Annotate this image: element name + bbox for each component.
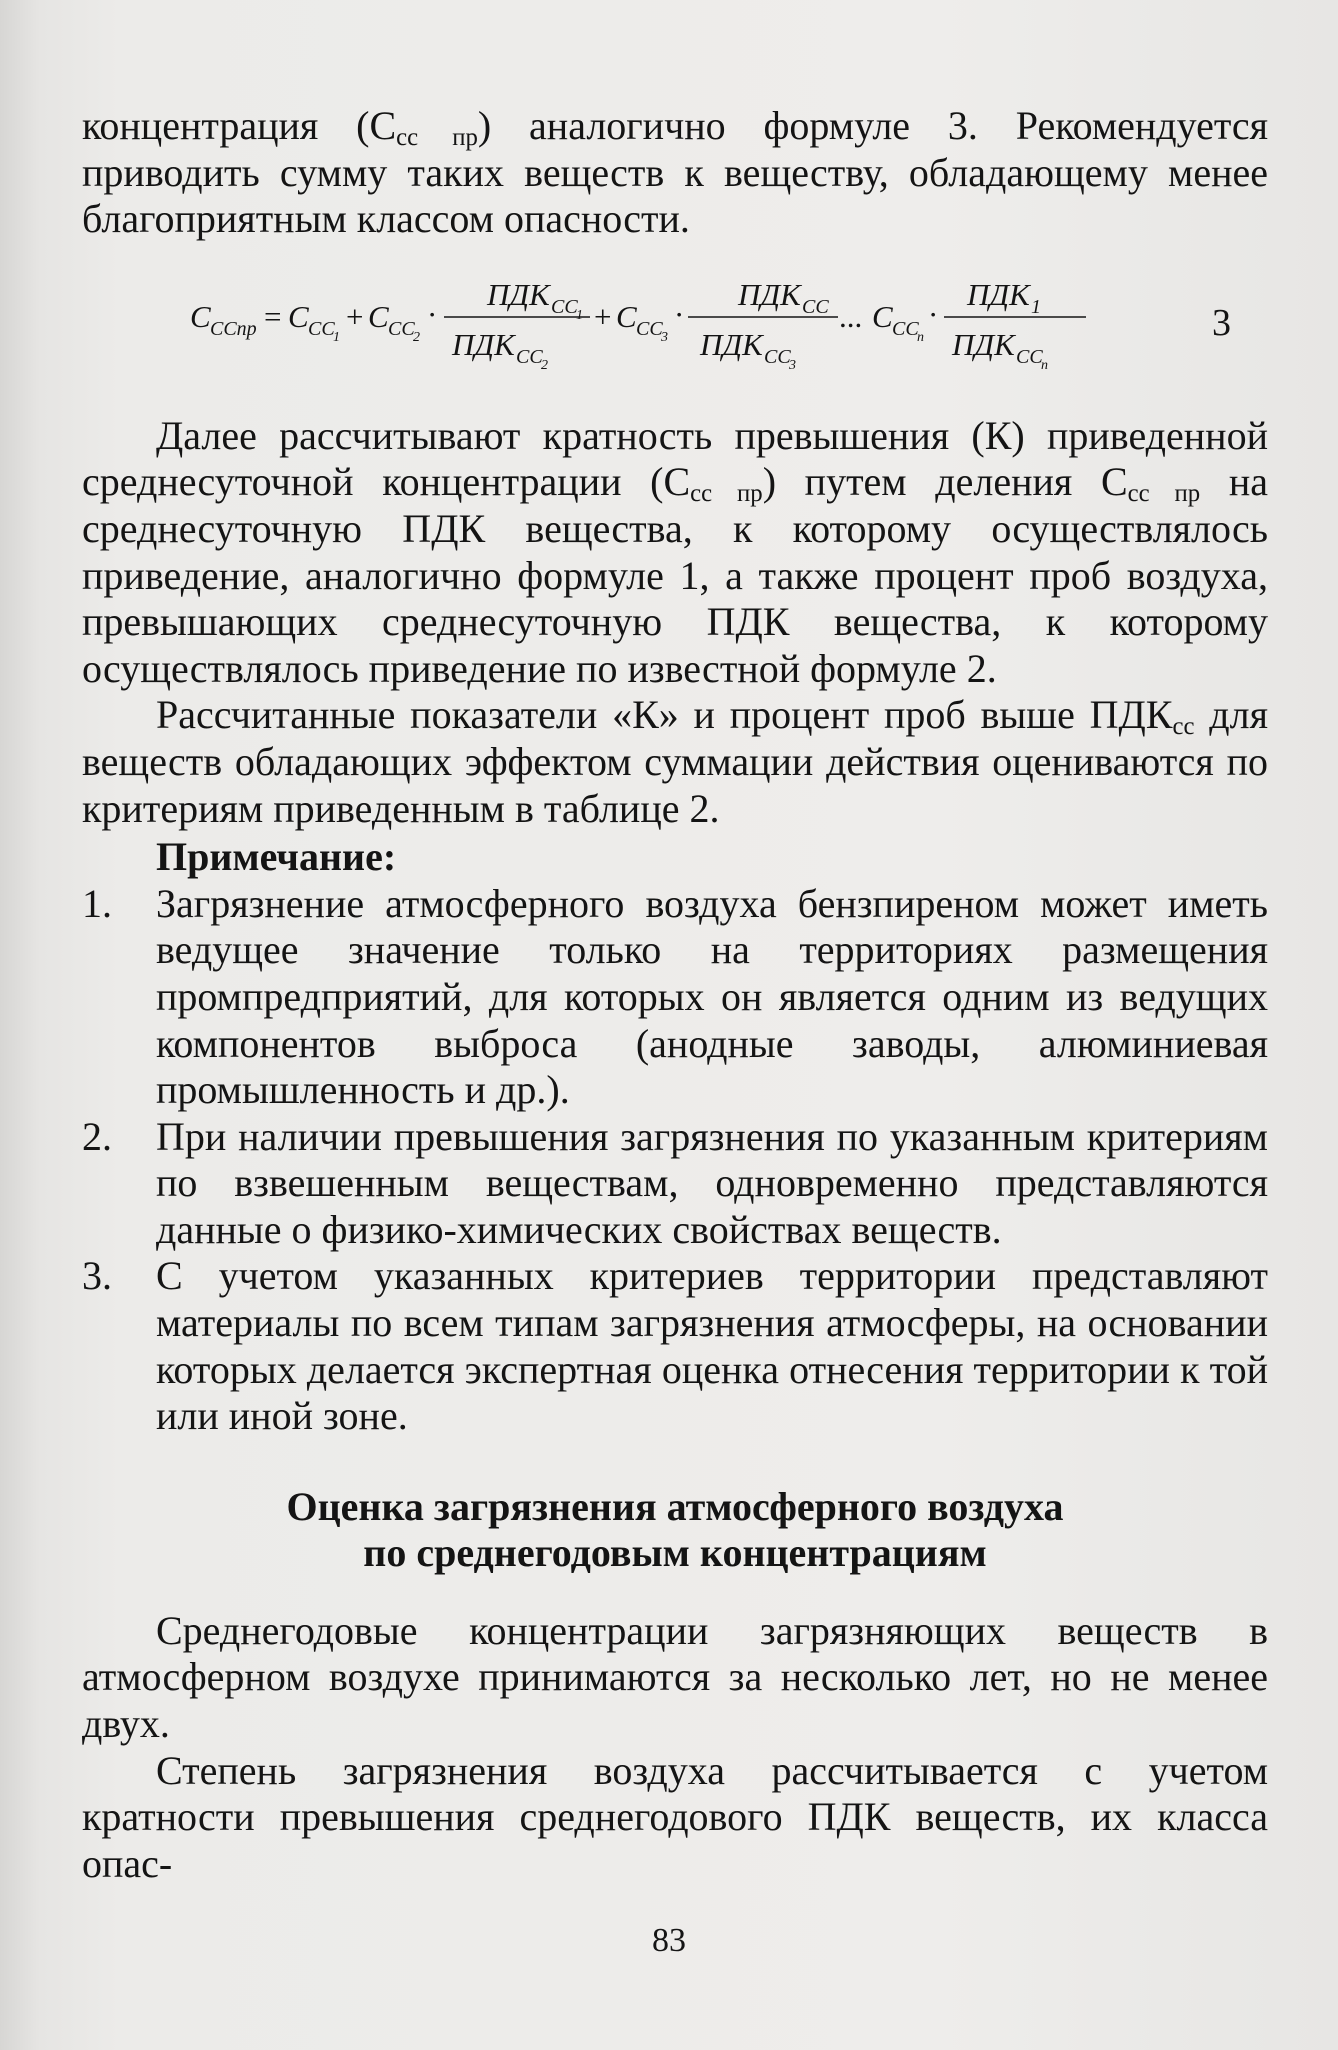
formula-c2-sub: CC [388,317,415,340]
note-item-3 [82,1253,1268,1439]
section-heading-line-1: Оценка загрязнения атмосферного воздуха [286,1483,1064,1529]
formula-3 [82,255,1268,377]
formula-num2-sub: CC [802,295,829,318]
formula-den2: ПДК [700,326,763,362]
formula-c2: C [368,298,389,334]
formula-dot-1: · [427,296,438,332]
paragraph-3-subscript: сс [1172,713,1195,741]
note-item-3-number: 3. [82,1253,112,1299]
formula-num1: ПДК [487,276,550,312]
formula-den1: ПДК [452,326,515,362]
formula-c1: C [288,298,309,334]
paragraph-2 [82,413,1268,693]
paragraph-2-text: Далее рассчитывают кратность превышения (К) приведенной среднесуточной концентрации (С [82,412,1268,505]
paragraph-1-text: концентрация (С [82,103,397,148]
note-item-1-text: Загрязнение атмосферного воздуха бензпиреном может иметь ведущее значение только на территориях размещения промпредприятий, для которых он является одним из ведущих компонентов выброса (анодные заводы, алюминиевая промышленность и др.). [156,880,1268,1113]
paragraph-3-text: Рассчитанные показатели «К» и процент проб выше ПДК [156,692,1173,738]
paragraph-2-rest: на среднесуточную ПДК вещества, к которому осуществлялось приведение, аналогично формуле 1, а также процент проб воздуха, превышающих среднесуточную ПДК вещества, к которому осуществлялось приведение по известной формуле 2. [82,459,1268,691]
formula-den2-sub: CC [764,345,791,368]
formula-ellipsis: ... [839,298,863,334]
formula-c3: C [616,298,637,334]
formula-den1-index: 2 [541,357,548,373]
formula-dot-2: · [674,296,685,332]
formula-num3-index: 1 [1031,295,1041,318]
formula-plus-2: + [594,298,612,334]
note-item-1-number: 1. [82,880,112,926]
formula-dot-3: · [928,296,939,332]
paragraph-3-rest: для веществ обладающих эффектом суммации действия оцениваются по критериям приведенным в таблице 2. [82,692,1268,831]
note-item-3-text: С учетом указанных критериев территории представляют материалы по всем типам загрязнения атмосферы, на основании которых делается экспертная оценка отнесения территории к той или иной зоне. [156,1253,1268,1439]
paragraph-5: Степень загрязнения воздуха рассчитывается с учетом кратности превышения среднегодового ПДК веществ, их класса опас- [82,1747,1268,1886]
formula-num3: ПДК [967,276,1030,312]
note-item-2-text: При наличии превышения загрязнения по указанным критериям по взвешенным веществам, одновременно представляются данные о физико-химических свойствах веществ. [156,1113,1268,1252]
formula-c2-index: 2 [413,329,420,345]
note-item-1 [82,881,1268,1114]
formula-number: 3 [1212,301,1231,344]
section-heading [82,1484,1268,1576]
formula-c3-sub: CC [636,317,663,340]
paragraph-1-rest: ) аналогично формуле 3. Рекомендуется приводить сумму таких веществ к веществу, обладающему менее благоприятным классом опасности. [82,103,1269,242]
page-number: 83 [652,1922,686,1959]
paragraph-1-subscript: сс пр [396,124,478,152]
note-title: Примечание: [156,834,397,880]
paragraph-2-subscript-2: сс пр [1127,480,1201,508]
formula-num1-sub: CC [551,295,578,318]
note-item-2-number: 2. [82,1113,112,1159]
formula-cn: C [872,298,893,334]
paragraph-2-subscript-1: сс пр [690,480,763,508]
formula-den2-index: 3 [789,357,796,373]
paragraph-2-mid: ) путем деления С [762,459,1128,505]
formula-c1-sub: CC [308,317,335,340]
formula-den1-sub: CC [516,345,543,368]
formula-cn-sub: CC [892,317,919,340]
formula-num2: ПДК [738,276,801,312]
note-item-2 [82,1114,1268,1254]
formula-plus-1: + [346,298,364,334]
formula-c1-index: 1 [333,329,340,345]
formula-lhs-c: C [190,298,211,334]
formula-equals: = [264,298,282,334]
section-heading-line-2: по среднегодовым концентрациям [363,1529,987,1575]
formula-lhs-sub: CCпр [210,317,257,340]
paragraph-3 [82,692,1268,832]
formula-cn-index: n [917,329,924,345]
paragraph-1 [82,103,1268,243]
formula-den3-sub: CC [1016,345,1043,368]
formula-num1-index: 1 [576,307,583,323]
formula-c3-index: 3 [661,329,668,345]
formula-den3-index: n [1041,357,1048,373]
page-text [82,103,1268,1887]
formula-den3: ПДК [952,326,1015,362]
paragraph-4: Среднегодовые концентрации загрязняющих веществ в атмосферном воздухе принимаются за несколько лет, но не менее двух. [82,1607,1268,1747]
formula-svg [82,255,1268,377]
